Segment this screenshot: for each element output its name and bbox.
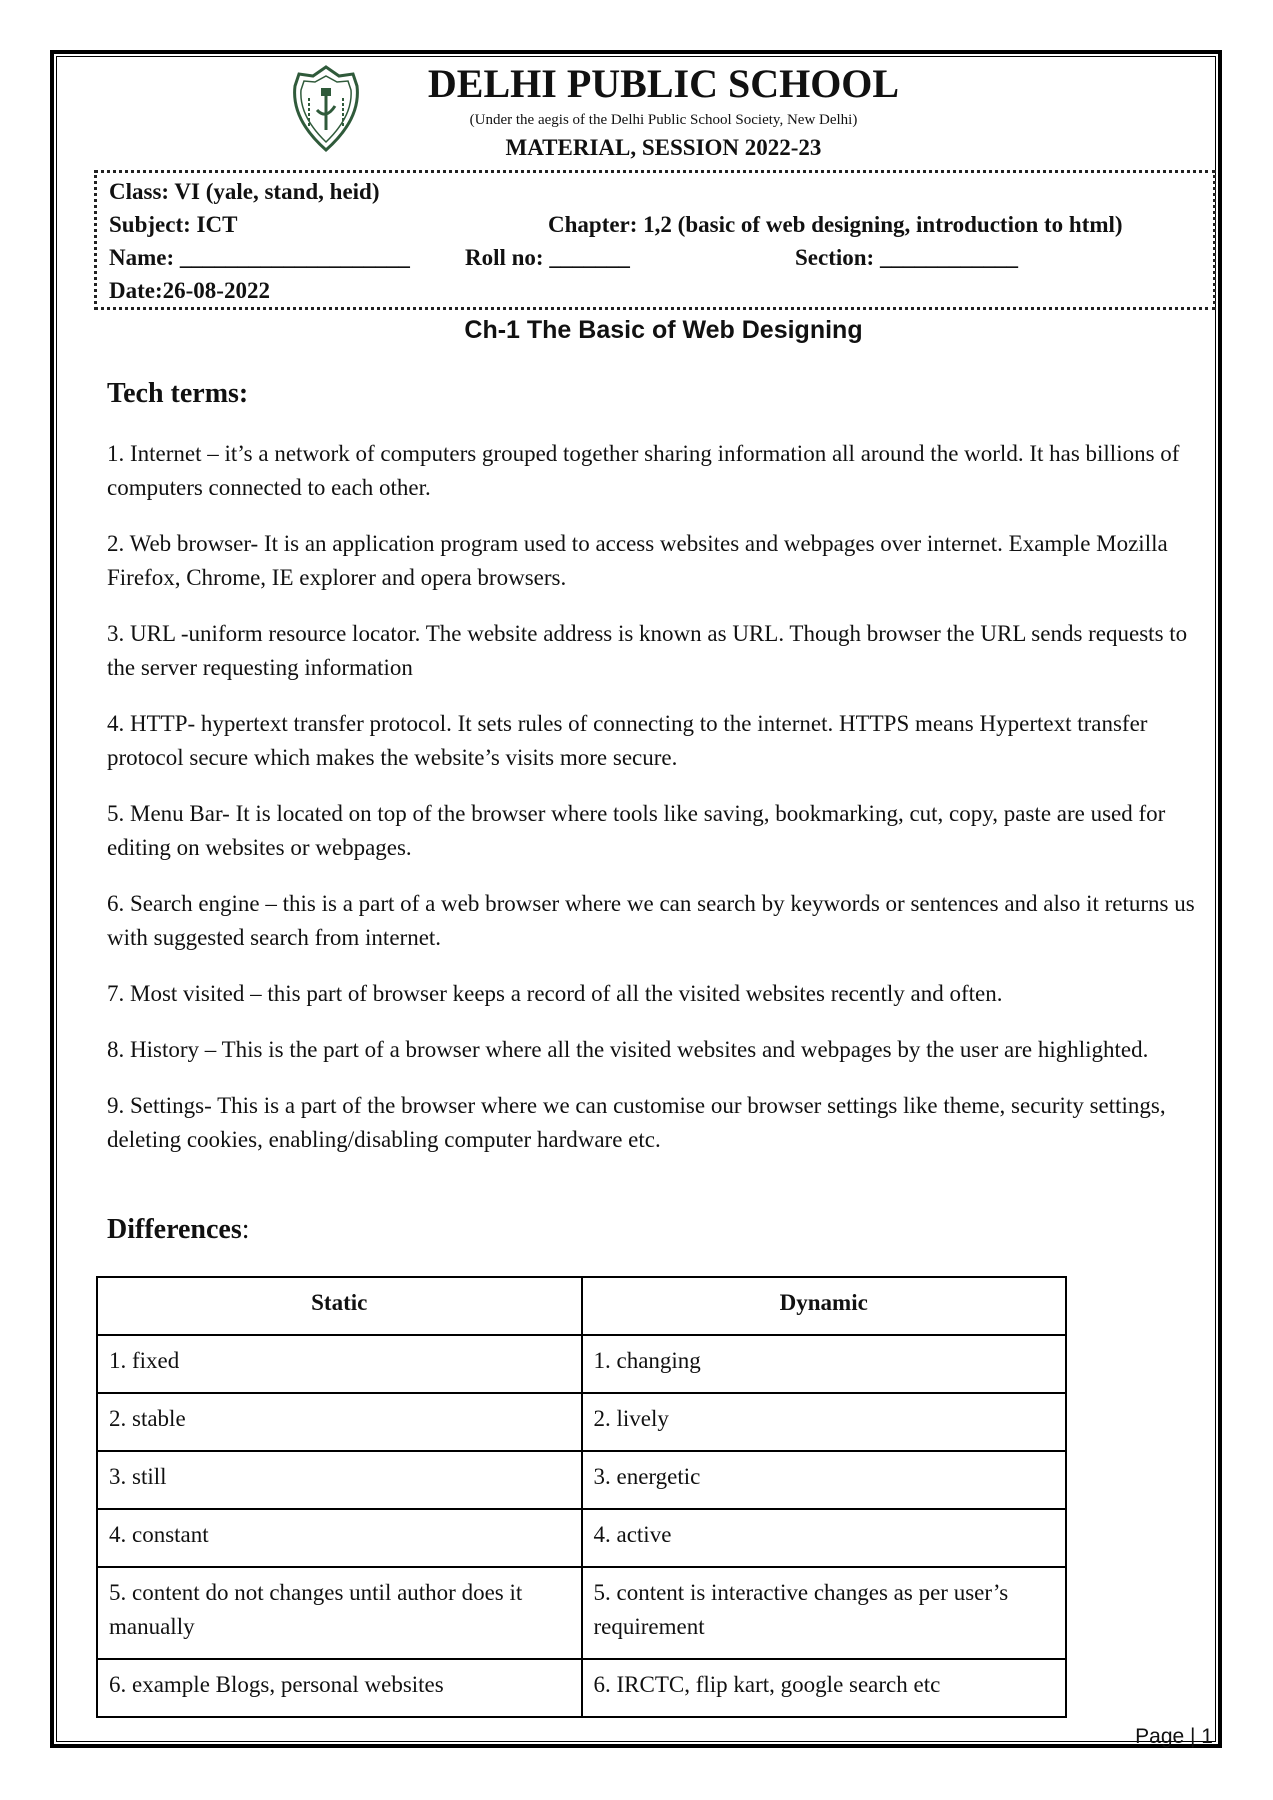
table-cell: 1. changing — [582, 1335, 1067, 1393]
date-label: Date:26-08-2022 — [109, 278, 270, 303]
session-title: MATERIAL, SESSION 2022-23 — [505, 135, 822, 160]
table-cell: 4. constant — [97, 1509, 582, 1567]
class-label: Class: VI (yale, stand, heid) — [109, 179, 380, 204]
table-cell: 3. energetic — [582, 1451, 1067, 1509]
term-item: 8. History – This is the part of a browser where all the visited websites and webpages by the user are highlighted. — [107, 1037, 1149, 1062]
page-number: Page | 1 — [1135, 1725, 1213, 1748]
column-header-dynamic: Dynamic — [582, 1277, 1067, 1335]
term-item: 5. Menu Bar- It is located on top of the browser where tools like saving, bookmarking, cut, copy, paste are used for editing on websites or webpages. — [107, 801, 1166, 860]
differences-table — [96, 1276, 1067, 1718]
table-cell: 5. content is interactive changes as per user’s requirement — [582, 1567, 1067, 1659]
tech-terms-heading: Tech terms: — [107, 378, 249, 409]
table-row — [97, 1509, 1066, 1567]
table-cell: 1. fixed — [97, 1335, 582, 1393]
differences-heading — [107, 1214, 250, 1246]
table-header-row — [97, 1277, 1066, 1335]
table-cell: 3. still — [97, 1451, 582, 1509]
table-cell: 5. content do not changes until author does it manually — [97, 1567, 582, 1659]
table-cell: 4. active — [582, 1509, 1067, 1567]
term-item: 4. HTTP- hypertext transfer protocol. It sets rules of connecting to the internet. HTTPS means Hypertext transfer protocol secure which makes the website’s visits more secure. — [107, 711, 1148, 770]
roll-no-field: Roll no: _______ — [465, 245, 630, 270]
subject-label: Subject: ICT — [109, 212, 238, 237]
table-row — [97, 1451, 1066, 1509]
chapter-title: Ch-1 The Basic of Web Designing — [464, 316, 863, 344]
table-row — [97, 1335, 1066, 1393]
school-name: DELHI PUBLIC SCHOOL — [427, 61, 900, 106]
section-field: Section: ____________ — [795, 245, 1018, 270]
table-cell: 6. IRCTC, flip kart, google search etc — [582, 1659, 1067, 1717]
table-row — [97, 1393, 1066, 1451]
table-cell: 2. lively — [582, 1393, 1067, 1451]
term-item: 9. Settings- This is a part of the browser where we can customise our browser settings like theme, security settings, deleting cookies, enabling/disabling computer hardware etc. — [107, 1093, 1166, 1152]
table-cell: 2. stable — [97, 1393, 582, 1451]
name-field: Name: ____________________ — [109, 245, 410, 270]
term-item: 7. Most visited – this part of browser keeps a record of all the visited websites recently and often. — [107, 981, 1003, 1006]
term-item: 2. Web browser- It is an application program used to access websites and webpages over internet. Example Mozilla Firefox, Chrome, IE explorer and opera browsers. — [107, 531, 1168, 590]
term-item: 6. Search engine – this is a part of a web browser where we can search by keywords or sentences and also it returns us with suggested search from internet. — [107, 891, 1195, 950]
tech-terms-list — [107, 437, 1217, 1179]
column-header-static: Static — [97, 1277, 582, 1335]
chapter-label: Chapter: 1,2 (basic of web designing, introduction to html) — [548, 212, 1123, 237]
school-subtitle: (Under the aegis of the Delhi Public School Society, New Delhi) — [469, 112, 858, 128]
table-cell: 6. example Blogs, personal websites — [97, 1659, 582, 1717]
term-item: 1. Internet – it’s a network of computers grouped together sharing information all around the world. It has billions of computers connected to each other. — [107, 441, 1180, 500]
term-item: 3. URL -uniform resource locator. The website address is known as URL. Though browser the URL sends requests to the server requesting information — [107, 621, 1188, 680]
differences-heading-text: Differences — [107, 1214, 242, 1245]
table-row — [97, 1659, 1066, 1717]
student-info-box — [94, 170, 1216, 310]
table-row — [97, 1567, 1066, 1659]
differences-colon: : — [241, 1214, 250, 1245]
